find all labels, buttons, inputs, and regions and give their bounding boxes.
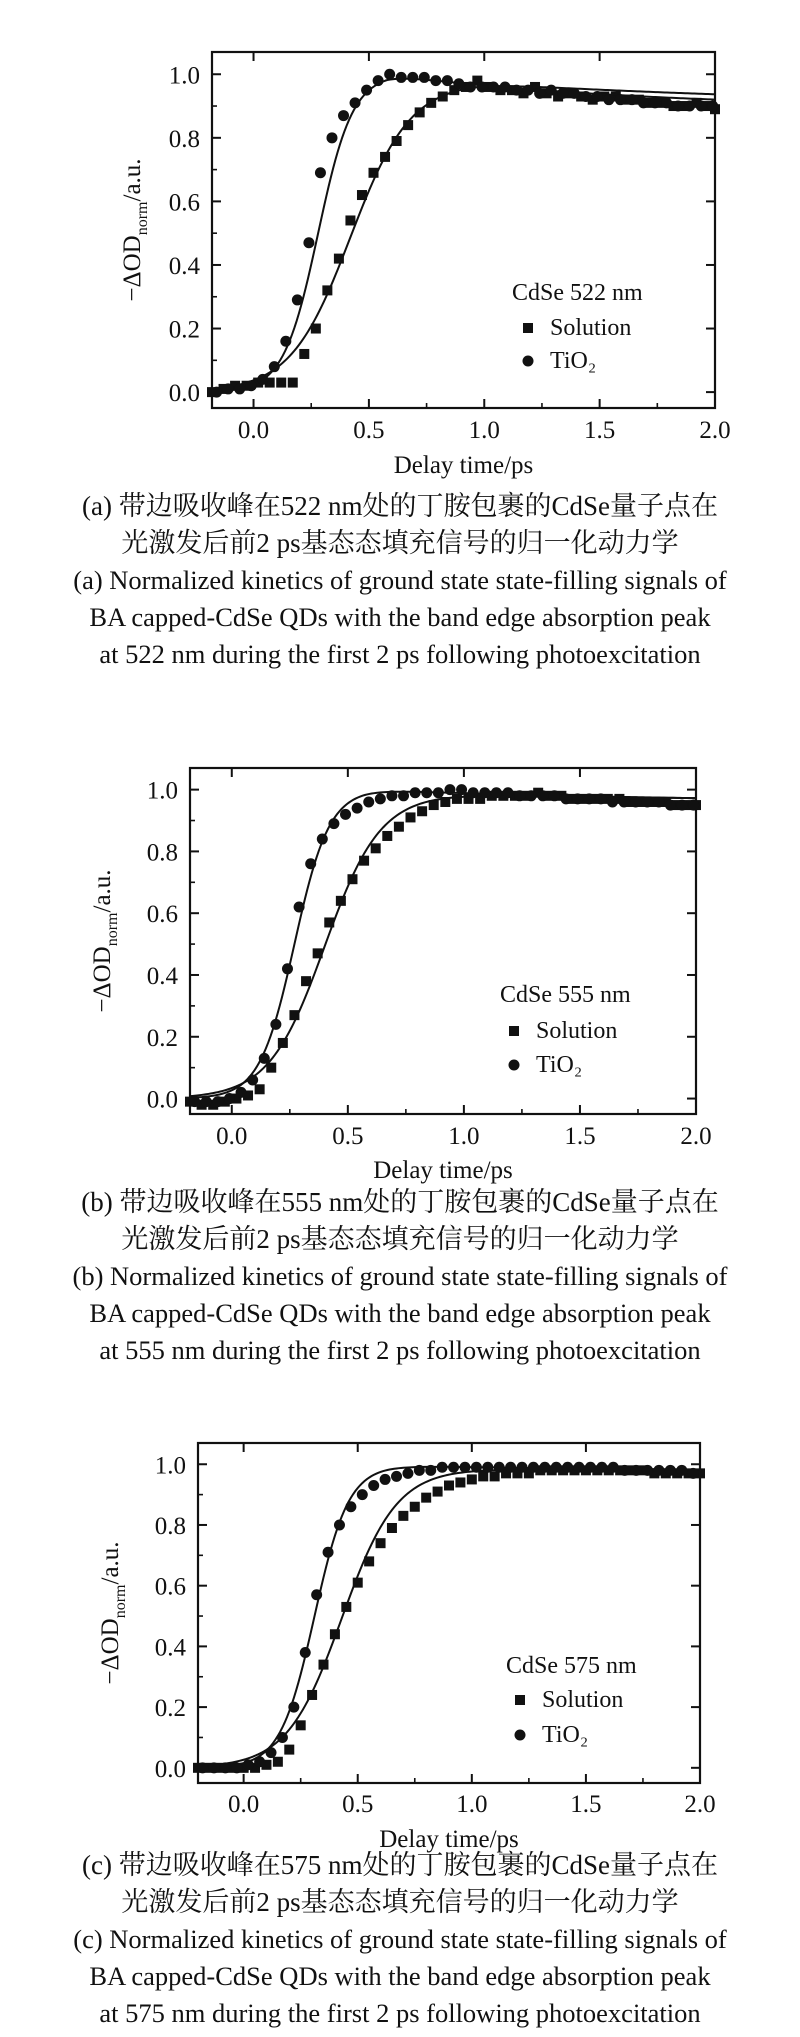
y-axis-label-main: −ΔOD bbox=[89, 946, 116, 1013]
data-point bbox=[352, 803, 363, 814]
data-point bbox=[288, 1702, 299, 1713]
data-point bbox=[534, 88, 545, 99]
caption-en-line-3: at 555 nm during the first 2 ps following photoexcitation bbox=[99, 1335, 701, 1365]
data-point bbox=[289, 1010, 299, 1020]
data-point bbox=[382, 831, 392, 841]
data-point bbox=[539, 1462, 550, 1473]
caption-en-line-1: (c) Normalized kinetics of ground state state-filling signals of bbox=[73, 1924, 727, 1954]
data-point bbox=[438, 92, 448, 102]
data-point bbox=[467, 1474, 477, 1484]
data-point bbox=[546, 85, 557, 96]
x-tick-label: 1.0 bbox=[456, 1791, 488, 1818]
legend-title: CdSe 522 nm bbox=[512, 280, 643, 306]
data-point bbox=[364, 1556, 374, 1566]
data-point bbox=[607, 796, 618, 807]
data-point bbox=[661, 97, 672, 108]
data-point bbox=[234, 383, 245, 394]
data-point bbox=[491, 787, 502, 798]
data-point bbox=[330, 1629, 340, 1639]
y-axis-label-unit: /a.u. bbox=[89, 869, 116, 913]
data-point bbox=[376, 1538, 386, 1548]
data-point bbox=[511, 85, 522, 96]
y-tick-label: 0.0 bbox=[154, 1755, 186, 1783]
data-point bbox=[596, 1462, 607, 1473]
data-point bbox=[526, 790, 537, 801]
data-point bbox=[299, 349, 309, 359]
data-point bbox=[619, 796, 630, 807]
data-point bbox=[273, 1757, 283, 1767]
legend bbox=[500, 982, 631, 1078]
data-point bbox=[322, 285, 332, 295]
x-tick-label: 2.0 bbox=[699, 417, 731, 444]
data-point bbox=[305, 858, 316, 869]
legend-circle-marker bbox=[515, 1730, 526, 1741]
data-point bbox=[369, 168, 379, 178]
data-point bbox=[430, 75, 441, 86]
x-tick-label: 2.0 bbox=[680, 1123, 712, 1150]
data-point bbox=[478, 1471, 488, 1481]
caption-en-line-2: BA capped-CdSe QDs with the band edge absorption peak bbox=[89, 1298, 711, 1328]
legend bbox=[506, 1653, 637, 1748]
legend-circle-marker bbox=[509, 1060, 520, 1071]
data-point bbox=[414, 1465, 425, 1476]
data-point bbox=[653, 1465, 664, 1476]
y-axis-label-subscript: norm bbox=[134, 201, 151, 236]
data-point bbox=[574, 1462, 585, 1473]
data-point bbox=[500, 81, 511, 92]
data-point bbox=[278, 1038, 288, 1048]
legend-item-tio2: TiO₂ bbox=[542, 1722, 589, 1748]
legend-item-solution: Solution bbox=[536, 1018, 618, 1044]
legend-item-solution: Solution bbox=[550, 315, 632, 341]
data-point bbox=[288, 378, 298, 388]
data-point bbox=[402, 1468, 413, 1479]
data-point bbox=[341, 1602, 351, 1612]
caption-en-line-3: at 575 nm during the first 2 ps following photoexcitation bbox=[99, 1998, 701, 2028]
y-tick-label: 0.0 bbox=[146, 1086, 178, 1114]
data-point bbox=[444, 784, 455, 795]
data-point bbox=[603, 94, 614, 105]
data-point bbox=[257, 374, 268, 385]
data-point bbox=[523, 85, 534, 96]
data-point bbox=[673, 101, 684, 112]
data-point bbox=[396, 72, 407, 83]
caption-en-line-3: at 522 nm during the first 2 ps following photoexcitation bbox=[99, 639, 701, 669]
y-axis-label bbox=[89, 869, 121, 1012]
data-point bbox=[494, 1462, 505, 1473]
x-axis-label: Delay time/ps bbox=[379, 1826, 519, 1853]
data-point bbox=[311, 324, 321, 334]
data-point bbox=[328, 818, 339, 829]
fit-curve bbox=[198, 1467, 700, 1768]
data-point bbox=[453, 78, 464, 89]
data-point bbox=[505, 1462, 516, 1473]
data-point bbox=[433, 787, 444, 798]
data-point bbox=[688, 800, 699, 811]
data-point bbox=[626, 94, 637, 105]
y-tick-label: 0.8 bbox=[154, 1512, 186, 1540]
data-point bbox=[336, 896, 346, 906]
y-tick-label: 0.2 bbox=[168, 316, 200, 344]
data-point bbox=[220, 1762, 231, 1773]
data-point bbox=[392, 136, 402, 146]
data-point bbox=[266, 1063, 276, 1073]
data-point bbox=[650, 97, 661, 108]
data-point bbox=[676, 1465, 687, 1476]
caption-en-line-1: (b) Normalized kinetics of ground state state-filling signals of bbox=[72, 1261, 728, 1291]
data-point bbox=[421, 787, 432, 798]
data-point bbox=[684, 101, 695, 112]
data-point bbox=[490, 1471, 500, 1481]
data-point bbox=[300, 1647, 311, 1658]
data-point bbox=[665, 800, 676, 811]
data-point bbox=[361, 85, 372, 96]
data-point bbox=[269, 361, 280, 372]
data-point bbox=[380, 152, 390, 162]
series-tio2 bbox=[211, 69, 718, 398]
data-point bbox=[688, 1468, 699, 1479]
caption-zh-line-2: 光激发后前2 ps基态态填充信号的归一化动力学 bbox=[121, 1224, 679, 1254]
data-point bbox=[707, 101, 718, 112]
data-point bbox=[315, 167, 326, 178]
series-tio2 bbox=[197, 1462, 700, 1774]
y-tick-label: 1.0 bbox=[168, 62, 200, 90]
data-point bbox=[280, 336, 291, 347]
legend-item-tio2: TiO₂ bbox=[536, 1052, 583, 1078]
data-point bbox=[223, 383, 234, 394]
data-point bbox=[311, 1589, 322, 1600]
data-point bbox=[259, 1053, 270, 1064]
data-point bbox=[350, 97, 361, 108]
data-point bbox=[476, 81, 487, 92]
data-point bbox=[585, 1462, 596, 1473]
data-point bbox=[502, 787, 513, 798]
data-point bbox=[665, 1465, 676, 1476]
x-tick-label: 0.0 bbox=[237, 417, 270, 444]
chart-c bbox=[0, 1387, 800, 1853]
data-point bbox=[429, 800, 439, 810]
data-point bbox=[638, 97, 649, 108]
data-point bbox=[537, 790, 548, 801]
data-point bbox=[387, 1523, 397, 1533]
plot-frame bbox=[198, 1443, 700, 1783]
data-point bbox=[208, 1762, 219, 1773]
chart-b bbox=[0, 712, 800, 1182]
data-point bbox=[231, 1762, 242, 1773]
y-tick-label: 0.2 bbox=[146, 1024, 178, 1052]
data-point bbox=[340, 809, 351, 820]
data-point bbox=[403, 120, 413, 130]
data-point bbox=[375, 793, 386, 804]
data-point bbox=[211, 387, 222, 398]
data-point bbox=[254, 1756, 265, 1767]
caption-zh-line-1: (a) 带边吸收峰在522 nm处的丁胺包裹的CdSe量子点在 bbox=[82, 491, 718, 521]
legend-item-tio2: TiO₂ bbox=[550, 348, 597, 374]
data-point bbox=[276, 378, 286, 388]
data-point bbox=[384, 69, 395, 80]
data-point bbox=[270, 1019, 281, 1030]
data-point bbox=[440, 797, 450, 807]
data-point bbox=[562, 1462, 573, 1473]
data-point bbox=[653, 796, 664, 807]
data-point bbox=[326, 132, 337, 143]
x-tick-label: 1.0 bbox=[468, 417, 500, 444]
data-point bbox=[580, 91, 591, 102]
data-point bbox=[642, 1465, 653, 1476]
data-point bbox=[282, 963, 293, 974]
data-point bbox=[338, 110, 349, 121]
data-point bbox=[255, 1084, 265, 1094]
data-point bbox=[528, 1462, 539, 1473]
x-tick-label: 0.0 bbox=[216, 1123, 248, 1150]
x-axis-label: Delay time/ps bbox=[393, 452, 534, 479]
data-point bbox=[433, 1487, 443, 1497]
data-point bbox=[437, 1462, 448, 1473]
data-point bbox=[323, 1547, 334, 1558]
data-point bbox=[479, 787, 490, 798]
data-point bbox=[442, 75, 453, 86]
data-point bbox=[357, 190, 367, 200]
chart-a bbox=[0, 0, 800, 485]
data-point bbox=[363, 796, 374, 807]
data-point bbox=[373, 75, 384, 86]
data-point bbox=[398, 1511, 408, 1521]
y-axis-label-unit: /a.u. bbox=[119, 158, 146, 202]
data-point bbox=[595, 793, 606, 804]
data-point bbox=[615, 94, 626, 105]
data-point bbox=[459, 1462, 470, 1473]
caption-zh-line-2: 光激发后前2 ps基态态填充信号的归一化动力学 bbox=[121, 1887, 679, 1917]
data-point bbox=[246, 380, 257, 391]
data-point bbox=[212, 1096, 223, 1107]
data-point bbox=[410, 787, 421, 798]
data-point bbox=[619, 1465, 630, 1476]
x-tick-label: 2.0 bbox=[684, 1791, 716, 1818]
data-point bbox=[319, 1660, 329, 1670]
fit-curve bbox=[190, 796, 696, 1096]
data-point bbox=[296, 1720, 306, 1730]
data-point bbox=[468, 787, 479, 798]
y-axis-label-subscript: norm bbox=[112, 1584, 129, 1619]
data-point bbox=[426, 98, 436, 108]
y-axis-label bbox=[119, 158, 151, 301]
data-point bbox=[359, 856, 369, 866]
y-axis-label bbox=[97, 1541, 129, 1684]
data-point bbox=[368, 1480, 379, 1491]
data-point bbox=[465, 81, 476, 92]
data-point bbox=[347, 874, 357, 884]
x-tick-label: 0.0 bbox=[228, 1791, 260, 1818]
data-point bbox=[630, 796, 641, 807]
data-point bbox=[551, 1462, 562, 1473]
data-point bbox=[303, 237, 314, 248]
y-tick-label: 0.4 bbox=[154, 1634, 186, 1662]
caption-b bbox=[0, 1184, 800, 1369]
y-tick-label: 0.8 bbox=[146, 839, 178, 867]
data-point bbox=[394, 822, 404, 832]
data-point bbox=[452, 794, 462, 804]
data-point bbox=[292, 294, 303, 305]
data-point bbox=[284, 1745, 294, 1755]
data-point bbox=[415, 107, 425, 117]
data-point bbox=[357, 1489, 368, 1500]
y-tick-label: 0.2 bbox=[154, 1695, 186, 1723]
caption-zh-line-2: 光激发后前2 ps基态态填充信号的归一化动力学 bbox=[121, 528, 679, 558]
data-point bbox=[561, 793, 572, 804]
data-point bbox=[345, 1501, 356, 1512]
data-point bbox=[301, 976, 311, 986]
data-point bbox=[324, 917, 334, 927]
data-point bbox=[696, 101, 707, 112]
legend-circle-marker bbox=[523, 356, 534, 367]
legend-item-solution: Solution bbox=[542, 1687, 624, 1713]
data-point bbox=[334, 1519, 345, 1530]
data-point bbox=[353, 1578, 363, 1588]
data-point bbox=[448, 1462, 459, 1473]
y-tick-label: 0.0 bbox=[168, 380, 200, 408]
data-point bbox=[407, 72, 418, 83]
x-tick-label: 0.5 bbox=[332, 1123, 364, 1150]
x-tick-label: 0.5 bbox=[342, 1791, 374, 1818]
caption-en-line-1: (a) Normalized kinetics of ground state state-filling signals of bbox=[73, 565, 727, 595]
y-tick-label: 0.6 bbox=[168, 189, 200, 217]
fit-curve bbox=[198, 1470, 700, 1767]
y-tick-label: 1.0 bbox=[154, 1452, 186, 1480]
x-tick-label: 1.5 bbox=[564, 1123, 596, 1150]
data-point bbox=[345, 215, 355, 225]
data-point bbox=[201, 1096, 212, 1107]
data-point bbox=[584, 793, 595, 804]
data-point bbox=[334, 254, 344, 264]
data-point bbox=[488, 81, 499, 92]
caption-c bbox=[0, 1847, 800, 2032]
data-point bbox=[631, 1465, 642, 1476]
data-point bbox=[608, 1462, 619, 1473]
y-tick-label: 0.4 bbox=[146, 962, 178, 990]
caption-a bbox=[0, 488, 800, 673]
series-tio2 bbox=[189, 784, 699, 1107]
data-point bbox=[197, 1762, 208, 1773]
legend-square-marker bbox=[523, 323, 533, 333]
data-point bbox=[398, 790, 409, 801]
data-point bbox=[391, 1471, 402, 1482]
data-point bbox=[307, 1690, 317, 1700]
series-solution bbox=[193, 1465, 705, 1773]
data-point bbox=[224, 1093, 235, 1104]
x-axis-label: Delay time/ps bbox=[373, 1157, 513, 1184]
data-point bbox=[425, 1465, 436, 1476]
y-tick-label: 0.8 bbox=[168, 125, 200, 153]
legend-title: CdSe 575 nm bbox=[506, 1653, 637, 1679]
data-point bbox=[236, 1087, 247, 1098]
data-point bbox=[294, 902, 305, 913]
data-point bbox=[421, 1493, 431, 1503]
data-point bbox=[266, 1747, 277, 1758]
data-point bbox=[410, 1502, 420, 1512]
data-point bbox=[677, 800, 688, 811]
data-point bbox=[557, 88, 568, 99]
data-point bbox=[471, 1462, 482, 1473]
data-point bbox=[569, 88, 580, 99]
data-point bbox=[514, 790, 525, 801]
data-point bbox=[549, 790, 560, 801]
data-point bbox=[444, 1481, 454, 1491]
series-solution bbox=[207, 76, 720, 398]
x-tick-label: 0.5 bbox=[353, 417, 385, 444]
data-point bbox=[572, 793, 583, 804]
data-point bbox=[456, 784, 467, 795]
data-point bbox=[386, 790, 397, 801]
y-tick-label: 0.4 bbox=[168, 252, 200, 280]
x-tick-label: 1.5 bbox=[570, 1791, 602, 1818]
x-tick-label: 1.0 bbox=[448, 1123, 480, 1150]
y-axis-label-main: −ΔOD bbox=[119, 235, 146, 302]
data-point bbox=[317, 834, 328, 845]
caption-en-line-2: BA capped-CdSe QDs with the band edge absorption peak bbox=[89, 1961, 711, 1991]
legend-square-marker bbox=[515, 1695, 525, 1705]
data-point bbox=[371, 843, 381, 853]
y-tick-label: 0.6 bbox=[146, 901, 178, 929]
y-axis-label-unit: /a.u. bbox=[97, 1541, 124, 1585]
data-point bbox=[406, 812, 416, 822]
data-point bbox=[189, 1096, 200, 1107]
data-point bbox=[642, 796, 653, 807]
legend bbox=[512, 280, 643, 374]
caption-zh-line-1: (c) 带边吸收峰在575 nm处的丁胺包裹的CdSe量子点在 bbox=[82, 1850, 718, 1880]
legend-square-marker bbox=[509, 1026, 519, 1036]
legend-title: CdSe 555 nm bbox=[500, 982, 631, 1008]
data-point bbox=[517, 1462, 528, 1473]
data-point bbox=[380, 1474, 391, 1485]
fit-curve bbox=[190, 792, 696, 1098]
y-tick-label: 0.6 bbox=[154, 1573, 186, 1601]
data-point bbox=[592, 91, 603, 102]
data-point bbox=[455, 1477, 465, 1487]
y-tick-label: 1.0 bbox=[146, 777, 178, 805]
data-point bbox=[277, 1732, 288, 1743]
y-axis-label-subscript: norm bbox=[104, 912, 121, 947]
data-point bbox=[417, 806, 427, 816]
y-axis-label-main: −ΔOD bbox=[97, 1618, 124, 1685]
caption-en-line-2: BA capped-CdSe QDs with the band edge absorption peak bbox=[89, 602, 711, 632]
data-point bbox=[313, 948, 323, 958]
x-tick-label: 1.5 bbox=[584, 417, 616, 444]
data-point bbox=[482, 1462, 493, 1473]
data-point bbox=[419, 72, 430, 83]
data-point bbox=[243, 1759, 254, 1770]
caption-zh-line-1: (b) 带边吸收峰在555 nm处的丁胺包裹的CdSe量子点在 bbox=[81, 1187, 719, 1217]
data-point bbox=[247, 1075, 258, 1086]
